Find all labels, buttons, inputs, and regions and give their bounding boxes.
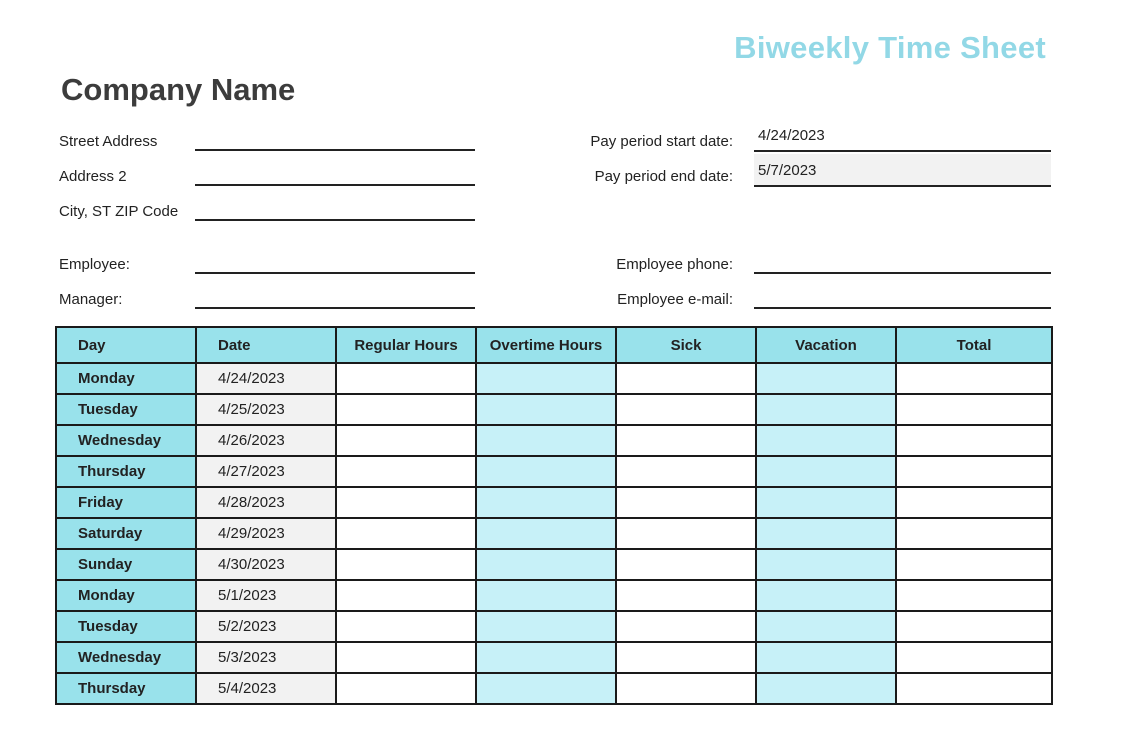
table-row: [56, 487, 1052, 518]
total-cell[interactable]: [896, 611, 1052, 642]
overtime-hours-cell[interactable]: [476, 363, 616, 394]
overtime-hours-cell[interactable]: [476, 549, 616, 580]
date-cell[interactable]: 4/28/2023: [196, 487, 336, 518]
address-2-field[interactable]: [195, 184, 475, 186]
employee-field[interactable]: [195, 272, 475, 274]
total-cell[interactable]: [896, 549, 1052, 580]
pay-period-end-field[interactable]: 5/7/2023: [754, 154, 1051, 187]
regular-hours-cell[interactable]: [336, 456, 476, 487]
vacation-cell[interactable]: [756, 518, 896, 549]
day-cell: Thursday: [56, 673, 196, 704]
total-cell[interactable]: [896, 642, 1052, 673]
date-cell[interactable]: 4/24/2023: [196, 363, 336, 394]
regular-hours-cell[interactable]: [336, 518, 476, 549]
date-cell[interactable]: 5/4/2023: [196, 673, 336, 704]
column-header-total: Total: [896, 327, 1052, 363]
company-name[interactable]: Company Name: [61, 72, 296, 107]
sick-cell[interactable]: [616, 518, 756, 549]
table-header-row: [56, 327, 1052, 363]
table-row: [56, 549, 1052, 580]
day-cell: Wednesday: [56, 425, 196, 456]
column-header-overtime-hours: Overtime Hours: [476, 327, 616, 363]
date-cell[interactable]: 5/1/2023: [196, 580, 336, 611]
column-header-day: Day: [56, 327, 196, 363]
vacation-cell[interactable]: [756, 611, 896, 642]
table-row: [56, 363, 1052, 394]
total-cell[interactable]: [896, 456, 1052, 487]
address-2-label: Address 2: [59, 168, 127, 185]
day-cell: Tuesday: [56, 394, 196, 425]
sick-cell[interactable]: [616, 394, 756, 425]
manager-label: Manager:: [59, 291, 123, 308]
sick-cell[interactable]: [616, 456, 756, 487]
total-cell[interactable]: [896, 518, 1052, 549]
column-header-sick: Sick: [616, 327, 756, 363]
date-cell[interactable]: 4/30/2023: [196, 549, 336, 580]
sick-cell[interactable]: [616, 425, 756, 456]
vacation-cell[interactable]: [756, 549, 896, 580]
vacation-cell[interactable]: [756, 456, 896, 487]
overtime-hours-cell[interactable]: [476, 611, 616, 642]
column-header-regular-hours: Regular Hours: [336, 327, 476, 363]
day-cell: Sunday: [56, 549, 196, 580]
vacation-cell[interactable]: [756, 487, 896, 518]
day-cell: Tuesday: [56, 611, 196, 642]
vacation-cell[interactable]: [756, 394, 896, 425]
sheet-title: Biweekly Time Sheet: [734, 30, 1046, 65]
day-cell: Wednesday: [56, 642, 196, 673]
overtime-hours-cell[interactable]: [476, 394, 616, 425]
pay-period-end-label: Pay period end date:: [594, 168, 733, 185]
column-header-date: Date: [196, 327, 336, 363]
regular-hours-cell[interactable]: [336, 394, 476, 425]
overtime-hours-cell[interactable]: [476, 425, 616, 456]
regular-hours-cell[interactable]: [336, 673, 476, 704]
date-cell[interactable]: 5/3/2023: [196, 642, 336, 673]
date-cell[interactable]: 4/25/2023: [196, 394, 336, 425]
pay-period-start-field[interactable]: 4/24/2023: [754, 119, 1051, 152]
table-row: [56, 394, 1052, 425]
day-cell: Monday: [56, 363, 196, 394]
vacation-cell[interactable]: [756, 580, 896, 611]
column-header-vacation: Vacation: [756, 327, 896, 363]
vacation-cell[interactable]: [756, 425, 896, 456]
overtime-hours-cell[interactable]: [476, 518, 616, 549]
regular-hours-cell[interactable]: [336, 363, 476, 394]
overtime-hours-cell[interactable]: [476, 487, 616, 518]
table-row: [56, 425, 1052, 456]
street-address-field[interactable]: [195, 149, 475, 151]
table-row: [56, 611, 1052, 642]
day-cell: Saturday: [56, 518, 196, 549]
table-row: [56, 518, 1052, 549]
regular-hours-cell[interactable]: [336, 611, 476, 642]
total-cell[interactable]: [896, 363, 1052, 394]
employee-label: Employee:: [59, 256, 130, 273]
overtime-hours-cell[interactable]: [476, 673, 616, 704]
pay-period-start-label: Pay period start date:: [590, 133, 733, 150]
table-row: [56, 673, 1052, 704]
table-row: [56, 642, 1052, 673]
manager-field[interactable]: [195, 307, 475, 309]
employee-email-label: Employee e-mail:: [617, 291, 733, 308]
regular-hours-cell[interactable]: [336, 425, 476, 456]
overtime-hours-cell[interactable]: [476, 456, 616, 487]
sick-cell[interactable]: [616, 549, 756, 580]
employee-email-field[interactable]: [754, 307, 1051, 309]
total-cell[interactable]: [896, 673, 1052, 704]
regular-hours-cell[interactable]: [336, 487, 476, 518]
date-cell[interactable]: 4/29/2023: [196, 518, 336, 549]
regular-hours-cell[interactable]: [336, 642, 476, 673]
city-state-zip-label: City, ST ZIP Code: [59, 203, 179, 220]
vacation-cell[interactable]: [756, 642, 896, 673]
day-cell: Friday: [56, 487, 196, 518]
vacation-cell[interactable]: [756, 673, 896, 704]
overtime-hours-cell[interactable]: [476, 642, 616, 673]
table-row: [56, 456, 1052, 487]
regular-hours-cell[interactable]: [336, 580, 476, 611]
street-address-label: Street Address: [59, 133, 158, 150]
day-cell: Monday: [56, 580, 196, 611]
regular-hours-cell[interactable]: [336, 549, 476, 580]
date-cell[interactable]: 4/27/2023: [196, 456, 336, 487]
date-cell[interactable]: 4/26/2023: [196, 425, 336, 456]
city-state-zip-field[interactable]: [195, 219, 475, 221]
total-cell[interactable]: [896, 425, 1052, 456]
employee-phone-field[interactable]: [754, 272, 1051, 274]
timesheet-body: [56, 363, 1052, 704]
table-row: [56, 580, 1052, 611]
sick-cell[interactable]: [616, 487, 756, 518]
date-cell[interactable]: 5/2/2023: [196, 611, 336, 642]
total-cell[interactable]: [896, 487, 1052, 518]
vacation-cell[interactable]: [756, 363, 896, 394]
sick-cell[interactable]: [616, 363, 756, 394]
employee-phone-label: Employee phone:: [616, 256, 733, 273]
timesheet-table: [55, 326, 1053, 705]
total-cell[interactable]: [896, 394, 1052, 425]
overtime-hours-cell[interactable]: [476, 580, 616, 611]
sick-cell[interactable]: [616, 673, 756, 704]
day-cell: Thursday: [56, 456, 196, 487]
sick-cell[interactable]: [616, 611, 756, 642]
sick-cell[interactable]: [616, 642, 756, 673]
sick-cell[interactable]: [616, 580, 756, 611]
total-cell[interactable]: [896, 580, 1052, 611]
